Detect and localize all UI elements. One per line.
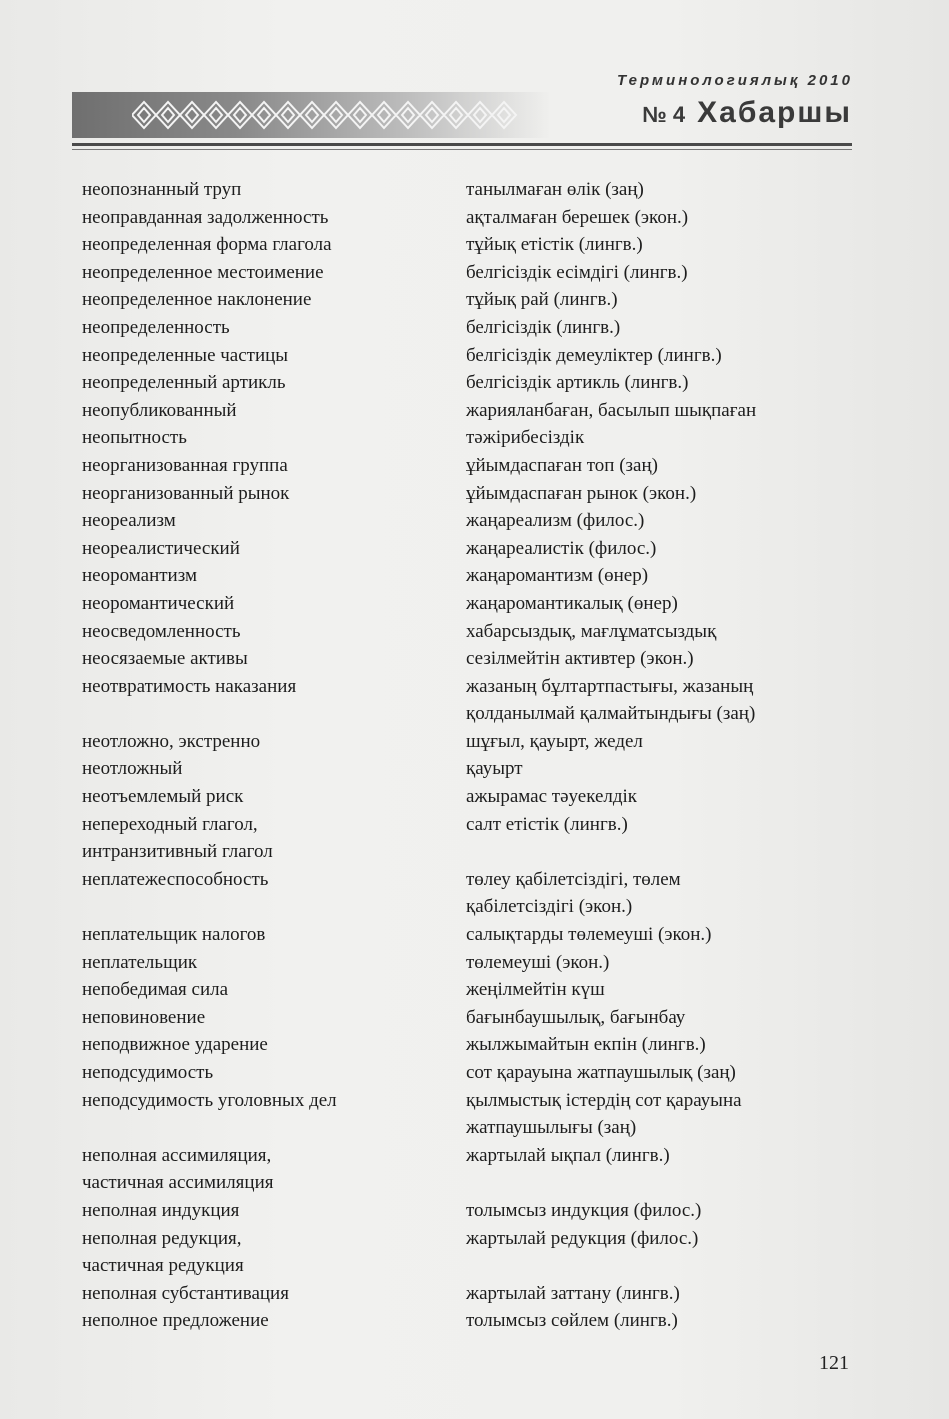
- kazakh-term: [466, 369, 842, 397]
- russian-term-line: неопределенный артикль: [82, 372, 286, 394]
- russian-term: [82, 921, 466, 949]
- kazakh-term-line: төлеу қабілетсіздігі, төлем: [466, 868, 681, 890]
- issue-label: [642, 96, 852, 130]
- russian-term: [82, 618, 466, 646]
- glossary-row: [82, 507, 842, 535]
- running-title: Терминологиялық 2010: [617, 72, 853, 89]
- glossary-row: [82, 1225, 842, 1280]
- russian-term-line: неполное предложение: [82, 1310, 269, 1332]
- glossary-row: [82, 921, 842, 949]
- glossary-row: [82, 204, 842, 232]
- russian-term-line: неплатежеспособность: [82, 868, 269, 890]
- kazakh-term: [466, 976, 842, 1004]
- kazakh-term-line: қауырт: [466, 758, 523, 780]
- issue-number: № 4: [642, 102, 686, 127]
- kazakh-term-line: бағынбаушылық, бағынбау: [466, 1006, 686, 1028]
- masthead-banner: [72, 92, 852, 138]
- kazakh-term-line: хабарсыздық, мағлұматсыздық: [466, 620, 717, 642]
- russian-term-line: неповиновение: [82, 1006, 206, 1028]
- russian-term: [82, 976, 466, 1004]
- glossary-row: [82, 645, 842, 673]
- kazakh-term: [466, 176, 842, 204]
- russian-term-line: неполная редукция,: [82, 1227, 242, 1249]
- kazakh-term-line: белгісіздік артикль (лингв.): [466, 372, 689, 394]
- russian-term: [82, 369, 466, 397]
- russian-term: [82, 1225, 466, 1280]
- russian-term-line: неплательщик налогов: [82, 924, 266, 946]
- kazakh-term-line: танылмаған өлік (заң): [466, 179, 644, 200]
- kazakh-term: [466, 949, 842, 977]
- russian-term: [82, 562, 466, 590]
- glossary-row: [82, 1307, 842, 1335]
- russian-term-line: неоправданная задолженность: [82, 206, 329, 228]
- kazakh-term: [466, 1059, 842, 1087]
- kazakh-term-line: ақталмаған берешек (экон.): [466, 206, 689, 228]
- kazakh-term-line: жартылай ықпал (лингв.): [466, 1144, 670, 1166]
- kazakh-term-line: салт етістік (лингв.): [466, 813, 628, 835]
- russian-term-line: неподсудимость: [82, 1062, 214, 1083]
- kazakh-term: [466, 921, 842, 949]
- kazakh-term-line: жатпаушылығы (заң): [466, 1117, 637, 1139]
- glossary-row: [82, 259, 842, 287]
- kazakh-term-line: жеңілмейтін күш: [466, 979, 605, 1001]
- russian-term-line: неотложный: [82, 758, 183, 780]
- kazakh-term: [466, 1142, 842, 1197]
- kazakh-term: [466, 1225, 842, 1280]
- kazakh-term: [466, 1307, 842, 1335]
- kazakh-term-line: тұйық етістік (лингв.): [466, 234, 643, 256]
- ornament-pattern-icon: [132, 96, 532, 134]
- russian-term: [82, 507, 466, 535]
- glossary-row: [82, 1004, 842, 1032]
- kazakh-term-line: салықтарды төлемеуші (экон.): [466, 924, 712, 946]
- russian-term: [82, 1307, 466, 1335]
- kazakh-term-line: жартылай редукция (филос.): [466, 1227, 699, 1249]
- russian-term-line: неподсудимость уголовных дел: [82, 1089, 337, 1111]
- kazakh-term-line: жаңаромантизм (өнер): [466, 565, 649, 587]
- kazakh-term: [466, 424, 842, 452]
- glossary-row: [82, 1280, 842, 1308]
- russian-term-line: частичная ассимиляция: [82, 1172, 274, 1194]
- russian-term: [82, 480, 466, 508]
- russian-term-line: неотвратимость наказания: [82, 675, 297, 697]
- kazakh-term-line: жарияланбаған, басылып шықпаған: [466, 399, 757, 421]
- kazakh-term: [466, 1004, 842, 1032]
- kazakh-term: [466, 645, 842, 673]
- kazakh-term: [466, 728, 842, 756]
- kazakh-term-line: қылмыстық істердің сот қарауына: [466, 1089, 742, 1111]
- kazakh-term: [466, 590, 842, 618]
- russian-term: [82, 342, 466, 370]
- russian-term: [82, 259, 466, 287]
- russian-term-line: неосведомленность: [82, 620, 241, 642]
- russian-term: [82, 314, 466, 342]
- glossary-row: [82, 1087, 842, 1142]
- russian-term-line: неопубликованный: [82, 399, 237, 421]
- glossary-row: [82, 286, 842, 314]
- kazakh-term: [466, 1087, 842, 1142]
- kazakh-term-line: белгісіздік (лингв.): [466, 316, 621, 338]
- kazakh-term-line: шұғыл, қауырт, жедел: [466, 730, 643, 752]
- russian-term-line: неорганизованный рынок: [82, 482, 290, 504]
- kazakh-term-line: толымсыз сөйлем (лингв.): [466, 1310, 678, 1332]
- russian-term: [82, 452, 466, 480]
- glossary-row: [82, 535, 842, 563]
- russian-term-line: непобедимая сила: [82, 979, 229, 1001]
- glossary-row: [82, 314, 842, 342]
- glossary-row: [82, 397, 842, 425]
- kazakh-term: [466, 811, 842, 866]
- russian-term-line: неореалистический: [82, 537, 240, 559]
- kazakh-term: [466, 397, 842, 425]
- kazakh-term: [466, 783, 842, 811]
- kazakh-term-line: тәжірибесіздік: [466, 427, 585, 449]
- kazakh-term: [466, 452, 842, 480]
- kazakh-term-line: толымсыз индукция (филос.): [466, 1199, 702, 1221]
- glossary-row: [82, 755, 842, 783]
- russian-term: [82, 1280, 466, 1308]
- glossary-row: [82, 369, 842, 397]
- russian-term: [82, 176, 466, 204]
- russian-term: [82, 231, 466, 259]
- kazakh-term: [466, 314, 842, 342]
- glossary-row: [82, 1031, 842, 1059]
- header-rule-thin: [72, 149, 852, 150]
- russian-term-line: неопределенное наклонение: [82, 289, 312, 311]
- russian-term-line: неопытность: [82, 427, 187, 449]
- russian-term-line: неоромантизм: [82, 565, 197, 587]
- kazakh-term: [466, 259, 842, 287]
- kazakh-term: [466, 1031, 842, 1059]
- kazakh-term-line: ұйымдаспаған рынок (экон.): [466, 482, 697, 504]
- kazakh-term: [466, 342, 842, 370]
- kazakh-term: [466, 618, 842, 646]
- kazakh-term: [466, 866, 842, 921]
- kazakh-term: [466, 480, 842, 508]
- russian-term: [82, 1059, 466, 1087]
- russian-term-line: неподвижное ударение: [82, 1034, 268, 1056]
- russian-term: [82, 811, 466, 866]
- kazakh-term: [466, 204, 842, 232]
- kazakh-term-line: қабілетсіздігі (экон.): [466, 896, 633, 918]
- kazakh-term-line: жылжымайтын екпін (лингв.): [466, 1034, 706, 1056]
- russian-term-line: непереходный глагол,: [82, 813, 258, 835]
- kazakh-term-line: тұйық рай (лингв.): [466, 289, 618, 311]
- kazakh-term-line: ұйымдаспаған топ (заң): [466, 454, 658, 476]
- russian-term: [82, 1031, 466, 1059]
- russian-term-line: неполная индукция: [82, 1199, 240, 1221]
- russian-term-line: неполная ассимиляция,: [82, 1144, 272, 1166]
- russian-term: [82, 590, 466, 618]
- kazakh-term-line: белгісіздік есімдігі (лингв.): [466, 261, 688, 283]
- kazakh-term-line: жаңареализм (филос.): [466, 510, 645, 532]
- russian-term: [82, 535, 466, 563]
- glossary-row: [82, 783, 842, 811]
- russian-term: [82, 204, 466, 232]
- russian-term-line: неопределенное местоимение: [82, 261, 324, 283]
- kazakh-term-line: жаңареалистік (филос.): [466, 537, 657, 559]
- russian-term-line: неоромантический: [82, 592, 235, 614]
- glossary-row: [82, 949, 842, 977]
- kazakh-term: [466, 673, 842, 728]
- russian-term: [82, 949, 466, 977]
- kazakh-term-line: ажырамас тәуекелдік: [466, 786, 638, 808]
- kazakh-term: [466, 1280, 842, 1308]
- glossary-row: [82, 811, 842, 866]
- glossary-row: [82, 618, 842, 646]
- russian-term: [82, 673, 466, 728]
- kazakh-term-line: жазаның бұлтартпастығы, жазаның: [466, 675, 754, 697]
- glossary-row: [82, 562, 842, 590]
- russian-term: [82, 755, 466, 783]
- journal-name: Хабаршы: [697, 96, 852, 129]
- russian-term-line: неотложно, экстренно: [82, 730, 261, 752]
- glossary-row: [82, 1059, 842, 1087]
- kazakh-term: [466, 1197, 842, 1225]
- glossary-entries: [82, 176, 842, 1335]
- russian-term-line: неопределенная форма глагола: [82, 234, 332, 256]
- russian-term-line: частичная редукция: [82, 1255, 244, 1277]
- ornament-band: [72, 92, 552, 138]
- glossary-row: [82, 1197, 842, 1225]
- russian-term-line: интранзитивный глагол: [82, 841, 273, 863]
- glossary-row: [82, 976, 842, 1004]
- glossary-row: [82, 1142, 842, 1197]
- kazakh-term: [466, 755, 842, 783]
- russian-term: [82, 645, 466, 673]
- glossary-row: [82, 673, 842, 728]
- page-number: 121: [819, 1352, 849, 1374]
- russian-term: [82, 1197, 466, 1225]
- russian-term-line: неопознанный труп: [82, 179, 242, 200]
- glossary-row: [82, 590, 842, 618]
- russian-term-line: неорганизованная группа: [82, 454, 288, 476]
- header-rule: [72, 143, 852, 146]
- russian-term: [82, 1087, 466, 1142]
- kazakh-term: [466, 562, 842, 590]
- kazakh-term-line: сот қарауына жатпаушылық (заң): [466, 1062, 736, 1083]
- kazakh-term-line: қолданылмай қалмайтындығы (заң): [466, 703, 756, 725]
- kazakh-term-line: жартылай заттану (лингв.): [466, 1282, 680, 1304]
- kazakh-term: [466, 231, 842, 259]
- glossary-row: [82, 480, 842, 508]
- russian-term: [82, 1004, 466, 1032]
- kazakh-term-line: жаңаромантикалық (өнер): [466, 592, 678, 614]
- russian-term-line: неопределенные частицы: [82, 344, 289, 366]
- kazakh-term: [466, 535, 842, 563]
- russian-term: [82, 783, 466, 811]
- russian-term-line: неопределенность: [82, 316, 230, 338]
- kazakh-term: [466, 286, 842, 314]
- glossary-row: [82, 176, 842, 204]
- russian-term: [82, 397, 466, 425]
- russian-term: [82, 728, 466, 756]
- glossary-row: [82, 342, 842, 370]
- russian-term-line: неплательщик: [82, 951, 198, 973]
- russian-term-line: неполная субстантивация: [82, 1282, 289, 1304]
- glossary-row: [82, 424, 842, 452]
- russian-term: [82, 1142, 466, 1197]
- russian-term-line: неореализм: [82, 510, 176, 532]
- russian-term: [82, 866, 466, 921]
- kazakh-term-line: сезілмейтін активтер (экон.): [466, 648, 694, 670]
- glossary-row: [82, 866, 842, 921]
- glossary-row: [82, 452, 842, 480]
- glossary-row: [82, 728, 842, 756]
- russian-term: [82, 286, 466, 314]
- kazakh-term: [466, 507, 842, 535]
- russian-term-line: неосязаемые активы: [82, 648, 248, 670]
- kazakh-term-line: белгісіздік демеуліктер (лингв.): [466, 344, 722, 366]
- russian-term-line: неотъемлемый риск: [82, 786, 244, 808]
- glossary-row: [82, 231, 842, 259]
- kazakh-term-line: төлемеуші (экон.): [466, 951, 610, 973]
- russian-term: [82, 424, 466, 452]
